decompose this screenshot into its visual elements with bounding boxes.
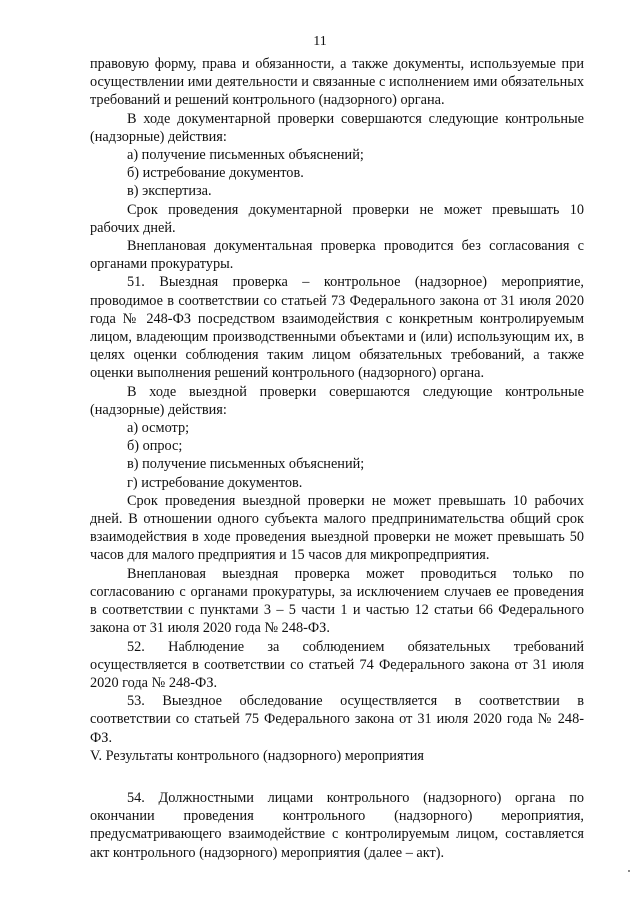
- paragraph-onsite-actions: В ходе выездной проверки совершаются следующие контрольные (надзорные) действия:: [90, 383, 584, 418]
- paragraph-unscheduled-onsite: Внеплановая выездная проверка может проводиться только по согласованию с органами прокуратуры, за исключением случаев ее проведения в соответствии с пунктами 3 – 5 части 1 и частью 12 статьи 66 Федерального закона от 31 июля 2020 года № 248-ФЗ.: [90, 565, 584, 637]
- document-body: [90, 55, 584, 862]
- paragraph-52: 52. Наблюдение за соблюдением обязательных требований осуществляется в соответствии со статьей 74 Федерального закона от 31 июля 2020 года № 248-ФЗ.: [90, 638, 584, 691]
- paragraph-53: 53. Выездное обследование осуществляется в соответствии в соответствии со статьей 75 Федерального закона от 31 июля 2020 года № 248-ФЗ.: [90, 693, 584, 746]
- list-item: в) экспертиза.: [127, 183, 212, 200]
- list-item: а) получение письменных объяснений;: [127, 147, 364, 164]
- list-item: а) осмотр;: [127, 420, 190, 437]
- list-item: б) опрос;: [127, 438, 183, 455]
- paragraph-54: 54. Должностными лицами контрольного (надзорного) органа по окончании проведения контрольного (надзорного) мероприятия, предусматривающего взаимодействие с контролируемым лицом, составляется акт контрольного (надзорного) мероприятия (далее – акт).: [90, 789, 584, 861]
- section-heading: V. Результаты контрольного (надзорного) мероприятия: [90, 747, 424, 764]
- list-item: г) истребование документов.: [127, 474, 303, 491]
- list-item: б) истребование документов.: [127, 165, 304, 182]
- paragraph-continuation: правовую форму, права и обязанности, а также документы, используемые при осуществлении ими деятельности и связанные с исполнением ими обязательных требований и решений контрольного (надзорного) органа.: [90, 56, 584, 109]
- scan-speck: [628, 870, 630, 872]
- paragraph-onsite-term: Срок проведения выездной проверки не может превышать 10 рабочих дней. В отношении одного субъекта малого предпринимательства общий срок взаимодействия в ходе проведения выездной проверки не может превышать 50 часов для малого предприятия и 15 часов для микропредприятия.: [90, 492, 584, 564]
- paragraph-documentary-actions: В ходе документарной проверки совершаются следующие контрольные (надзорные) действия:: [90, 110, 584, 145]
- paragraph-unscheduled-documentary: Внеплановая документальная проверка проводится без согласования с органами прокуратуры.: [90, 238, 584, 273]
- paragraph-51: 51. Выездная проверка – контрольное (надзорное) мероприятие, проводимое в соответствии со статьей 73 Федерального закона от 31 июля 2020 года № 248-ФЗ посредством взаимодействия с конкретным контролируемым лицом, владеющим производственными объектами и (или) использующим их, в целях оценки соблюдения таким лицом обязательных требований, а также оценки выполнения решений контрольного (надзорного) органа.: [90, 274, 584, 382]
- page-number: 11: [313, 34, 327, 49]
- paragraph-documentary-term: Срок проведения документарной проверки не может превышать 10 рабочих дней.: [90, 201, 584, 236]
- list-item: в) получение письменных объяснений;: [127, 456, 365, 473]
